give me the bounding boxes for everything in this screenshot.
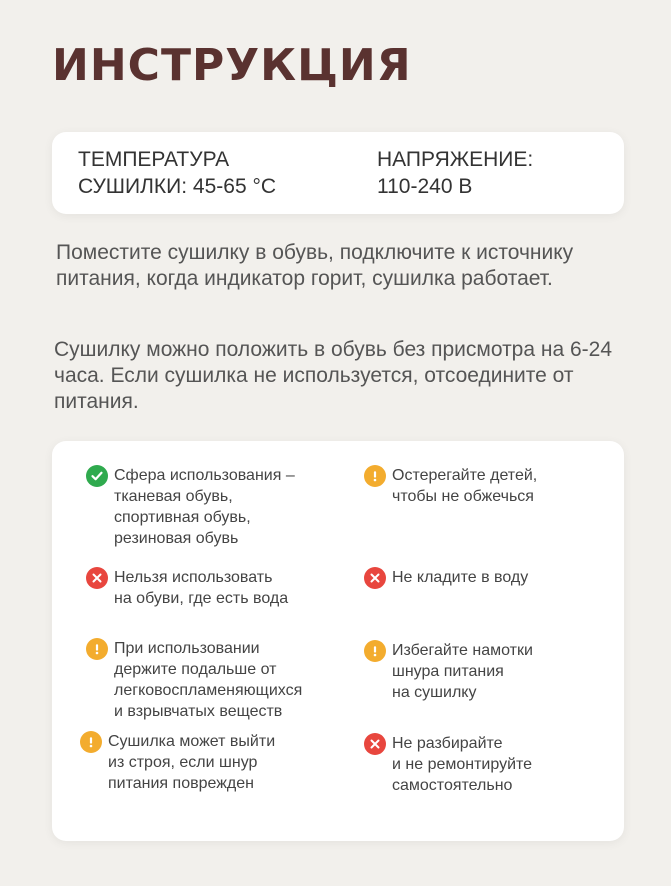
- usage-paragraph: Поместите сушилку в обувь, подключите к источнику питания, когда индикатор горит, сушилка работает.: [56, 241, 574, 290]
- rules-card: [52, 441, 624, 841]
- rule-text: Сфера использования – тканевая обувь, спортивная обувь, резиновая обувь: [114, 467, 295, 547]
- check-circle-icon: [86, 465, 108, 487]
- rule-text: Нельзя использовать на обуви, где есть вода: [114, 569, 289, 607]
- rule-text: Не разбирайте и не ремонтируйте самостоятельно: [392, 735, 533, 794]
- warning-circle-icon: [80, 731, 102, 753]
- voltage-spec: НАПРЯЖЕНИЕ: 110-240 В: [377, 148, 534, 198]
- page-title: ИНСТРУКЦИЯ: [52, 40, 412, 91]
- warning-circle-icon: [364, 640, 386, 662]
- rule-flammable: [86, 638, 302, 722]
- rule-damaged-cord: [80, 731, 275, 794]
- cross-circle-icon: [364, 733, 386, 755]
- specs-card: [52, 132, 624, 214]
- rule-no-water: [364, 567, 528, 589]
- cross-circle-icon: [86, 567, 108, 589]
- rule-text: Сушилка может выйти из строя, если шнур питания поврежден: [108, 733, 276, 792]
- rule-text: Избегайте намотки шнура питания на сушилку: [392, 642, 533, 701]
- rule-text: Не кладите в воду: [392, 569, 529, 586]
- unattended-paragraph: Сушилку можно положить в обувь без присмотра на 6-24 часа. Если сушилка не используется, отсоедините от питания.: [54, 338, 613, 413]
- rule-text: При использовании держите подальше от легковоспламеняющихся и взрывчатых веществ: [114, 640, 303, 720]
- cross-circle-icon: [364, 567, 386, 589]
- rule-no-repair: [364, 733, 532, 796]
- rule-children: [364, 465, 537, 507]
- temperature-spec: ТЕМПЕРАТУРА СУШИЛКИ: 45-65 °C: [78, 148, 277, 198]
- rule-no-water-shoes: [86, 567, 288, 609]
- warning-circle-icon: [364, 465, 386, 487]
- rule-text: Остерегайте детей, чтобы не обжечься: [392, 467, 538, 505]
- rule-cord-winding: [364, 640, 533, 703]
- rule-usage-scope: [86, 465, 295, 549]
- warning-circle-icon: [86, 638, 108, 660]
